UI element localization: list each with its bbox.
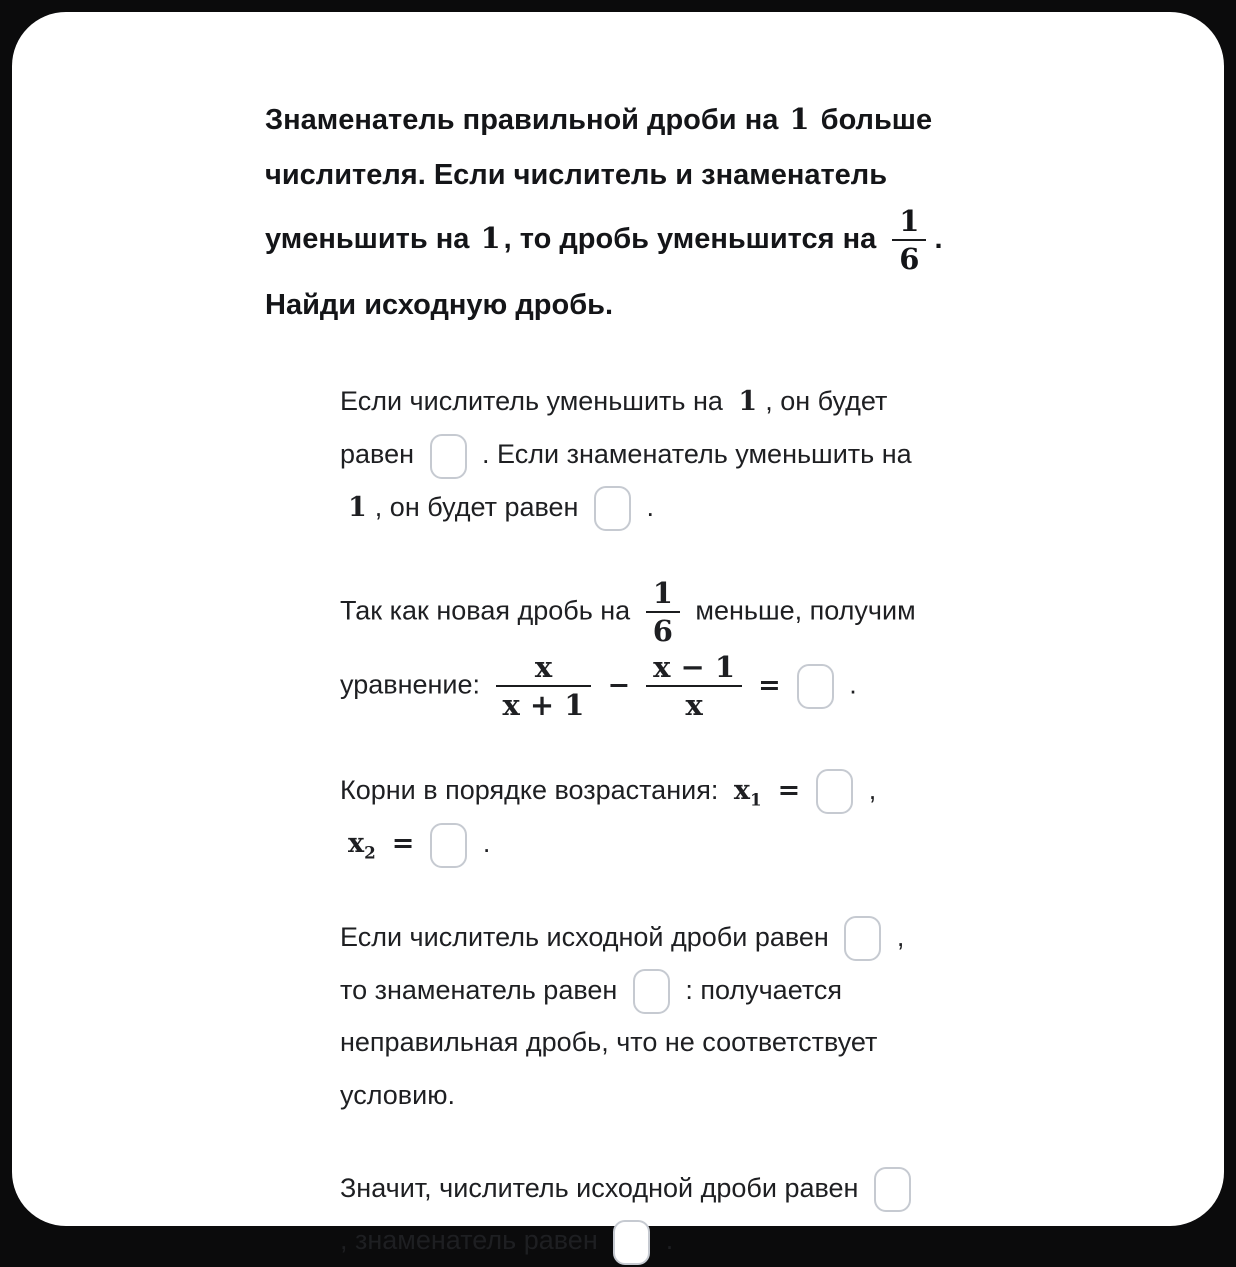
math-subscript <box>345 828 379 863</box>
text-segment: , то знаменатель равен <box>340 921 905 1005</box>
fraction-denominator: 6 <box>899 242 920 277</box>
fraction-denominator: 6 <box>652 613 673 648</box>
step-final-answer <box>340 1162 925 1267</box>
text-segment: Так как новая дробь на <box>340 595 638 626</box>
math-sub: 1 <box>749 789 762 810</box>
math-subscript <box>731 774 765 810</box>
step-reduced-values <box>340 375 925 535</box>
text-segment: . <box>658 1225 674 1256</box>
text-segment: Корни в порядке возрастания: <box>340 774 726 805</box>
text-segment: , знаменатель равен <box>340 1225 606 1256</box>
fraction-numerator: x <box>496 649 592 687</box>
math-segment: = <box>777 774 801 806</box>
exercise-card <box>12 12 1224 1256</box>
answer-input[interactable] <box>633 969 670 1014</box>
answer-input[interactable] <box>613 1220 650 1265</box>
answer-input[interactable] <box>594 486 631 531</box>
math-segment: 1 <box>789 102 810 136</box>
math-base: x <box>348 828 365 860</box>
step-equation <box>340 575 925 724</box>
math-sub: 2 <box>364 842 376 863</box>
answer-input[interactable] <box>797 664 834 709</box>
answer-input[interactable] <box>874 1167 911 1212</box>
fraction-numerator: x − 1 <box>646 649 742 687</box>
math-segment: 1 <box>480 221 501 256</box>
text-segment: : получается неправильная дробь, что не соответствует условию. <box>340 974 878 1110</box>
math-segment: = <box>758 669 781 701</box>
math-base: x <box>733 774 750 806</box>
text-segment: Если числитель исходной дроби равен <box>340 921 837 952</box>
text-segment: Значит, числитель исходной дроби равен <box>340 1172 866 1203</box>
text-segment: , то дробь уменьшится на <box>503 223 885 256</box>
text-segment: , <box>861 774 877 805</box>
text-segment: , он будет равен <box>374 492 586 523</box>
solution-steps <box>340 375 925 1267</box>
text-segment: меньше, получим уравнение: <box>340 595 916 700</box>
math-segment: 1 <box>738 385 758 417</box>
text-segment: . <box>638 492 654 523</box>
fraction <box>496 649 592 724</box>
problem-statement <box>265 92 1040 333</box>
answer-input[interactable] <box>430 823 467 868</box>
math-segment: 1 <box>348 492 367 524</box>
answer-input[interactable] <box>844 916 881 961</box>
fraction <box>646 575 680 650</box>
answer-input[interactable] <box>430 434 467 479</box>
text-segment: . Если знаменатель уменьшить на <box>474 439 912 470</box>
text-segment: Если числитель уменьшить на <box>340 385 731 416</box>
text-segment: Знаменатель правильной дроби на <box>265 104 787 136</box>
text-segment: . <box>841 669 857 700</box>
step-improper-check <box>340 911 925 1122</box>
fraction-denominator: x <box>685 688 703 723</box>
text-segment: больше числителя. Если числитель и знаменатель уменьшить на <box>265 104 933 256</box>
step-roots <box>340 764 925 871</box>
text-segment: . <box>475 828 491 859</box>
math-segment: = <box>391 828 415 860</box>
text-segment: . Найди исходную дробь. <box>265 223 943 321</box>
answer-input[interactable] <box>816 769 853 814</box>
math-segment: − <box>607 669 631 701</box>
fraction <box>646 649 742 724</box>
fraction <box>892 203 926 278</box>
text-segment: , он будет равен <box>340 385 888 470</box>
fraction-numerator: 1 <box>892 203 926 241</box>
fraction-numerator: 1 <box>646 575 680 613</box>
fraction-denominator: x + 1 <box>502 688 585 723</box>
